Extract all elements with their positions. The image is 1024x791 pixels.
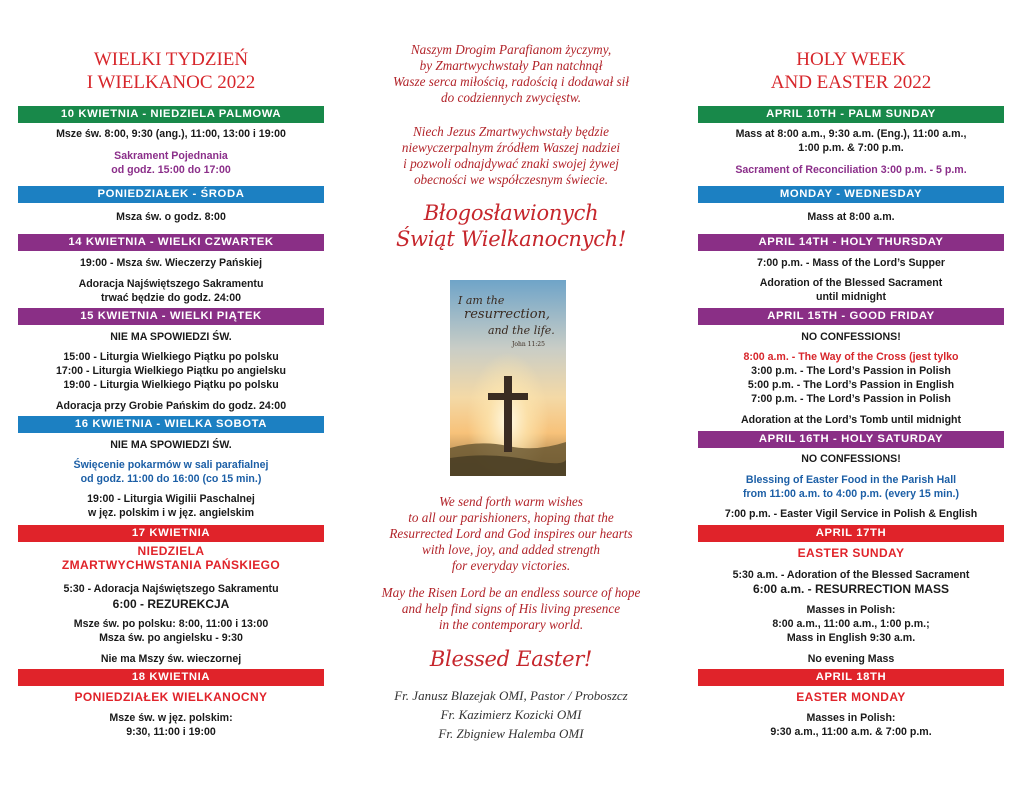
vigil-text: 7:00 p.m. - Easter Vigil Service in Polish & English — [724, 508, 978, 520]
line: Świąt Wielkanocnych! — [395, 227, 627, 251]
line: Błogosławionych — [423, 201, 599, 225]
line: Msza św. po angielsku - 9:30 — [99, 632, 243, 644]
easter-monday-heading: EASTER MONDAY — [796, 690, 906, 704]
adoration-text: 5:30 - Adoracja Najświętszego Sakramentu — [63, 583, 279, 595]
english-wish-1 — [336, 494, 686, 574]
polish-easter-greeting — [336, 200, 686, 252]
line: 19:00 - Liturgia Wigilii Paschalnej — [87, 493, 255, 505]
easter-monday-heading: PONIEDZIAŁEK WIELKANOCNY — [74, 690, 268, 704]
adoration-text — [698, 276, 1004, 304]
line: until midnight — [815, 291, 887, 303]
section-bar-easter-monday: 18 KWIETNIA — [18, 669, 324, 686]
line: 9:30 a.m., 11:00 a.m. & 7:00 p.m. — [770, 726, 932, 738]
greeting-column — [336, 0, 686, 791]
line: 9:30, 11:00 i 19:00 — [126, 726, 216, 738]
line: Adoracja Najświętszego Sakramentu — [78, 278, 264, 290]
masses-text — [698, 711, 1004, 739]
line: 1:00 p.m. & 7:00 p.m. — [798, 142, 904, 154]
line: Msze św. po polsku: 8:00, 11:00 i 13:00 — [73, 618, 269, 630]
line: 19:00 - Liturgia Wielkiego Piątku po polsku — [63, 379, 279, 391]
line: Sakrament Pojednania — [114, 150, 228, 162]
vigil-text — [18, 492, 324, 520]
title-line: AND EASTER 2022 — [770, 72, 932, 93]
line: and help find signs of His living presence — [401, 601, 621, 616]
polish-wish-1 — [336, 42, 686, 106]
no-evening-mass-text: Nie ma Mszy św. wieczornej — [100, 653, 242, 665]
signature-line: Fr. Zbigniew Halemba OMI — [438, 726, 584, 741]
signature-line: Fr. Kazimierz Kozicki OMI — [440, 707, 582, 722]
line: Msze św. w jęz. polskim: — [109, 712, 233, 724]
line: 3:00 p.m. - The Lord’s Passion in Polish — [751, 365, 951, 377]
easter-sunday-heading — [18, 544, 324, 572]
tomb-text: Adoracja przy Grobie Pańskim do godz. 24:00 — [55, 400, 287, 412]
reconciliation-text — [18, 149, 324, 177]
line: ZMARTWYCHWSTANIA PAŃSKIEGO — [61, 558, 281, 572]
line: trwać będzie do godz. 24:00 — [100, 292, 242, 304]
resurrection-cross-image — [450, 280, 566, 476]
section-bar-holy-saturday: 16 KWIETNIA - WIELKA SOBOTA — [18, 416, 324, 433]
supper-text: 19:00 - Msza św. Wieczerzy Pańskiej — [79, 257, 263, 269]
section-bar-easter-monday: APRIL 18TH — [698, 669, 1004, 686]
line: od godz. 15:00 do 17:00 — [111, 164, 231, 176]
signature-line: Fr. Janusz Blazejak OMI, Pastor / Proboszcz — [394, 688, 628, 703]
supper-text: 7:00 p.m. - Mass of the Lord’s Supper — [757, 257, 945, 269]
line: do codziennych zwycięstw. — [440, 90, 582, 105]
english-wish-2 — [336, 585, 686, 633]
line: from 11:00 a.m. to 4:00 p.m. (every 15 min.) — [742, 488, 960, 500]
line: Resurrected Lord and God inspires our hearts — [389, 526, 633, 541]
line: od godz. 11:00 do 16:00 (co 15 min.) — [80, 473, 262, 485]
section-bar-mon-wed: PONIEDZIAŁEK - ŚRODA — [18, 186, 324, 203]
section-bar-easter-sunday: 17 KWIETNIA — [18, 525, 324, 542]
section-bar-palm-sunday: 10 KWIETNIA - NIEDZIELA PALMOWA — [18, 106, 324, 123]
line: Święcenie pokarmów w sali parafialnej — [73, 459, 269, 471]
polish-title — [18, 48, 324, 94]
line: Mass in English 9:30 a.m. — [786, 632, 916, 644]
line: Masses in Polish: — [806, 712, 896, 724]
liturgy-list — [18, 350, 324, 392]
mass-text: Mass at 8:00 a.m. — [807, 211, 895, 223]
no-evening-mass-text: No evening Mass — [807, 653, 895, 665]
passion-list — [698, 364, 1004, 406]
no-confession-text: NO CONFESSIONS! — [801, 331, 901, 343]
line: May the Risen Lord be an endless source of hope — [381, 585, 641, 600]
section-bar-easter-sunday: APRIL 17TH — [698, 525, 1004, 542]
line: with love, joy, and added strength — [422, 542, 600, 557]
section-bar-holy-saturday: APRIL 16TH - HOLY SATURDAY — [698, 431, 1004, 448]
title-line: HOLY WEEK — [796, 49, 906, 70]
signatures — [336, 686, 686, 743]
line: NIEDZIELA — [137, 544, 205, 558]
line: We send forth warm wishes — [439, 494, 583, 509]
way-of-cross-text: 8:00 a.m. - The Way of the Cross (jest tylko — [743, 351, 959, 363]
poster-quote-line: resurrection, — [464, 307, 551, 322]
masses-text — [18, 711, 324, 739]
poster-quote-line: I am the — [458, 294, 505, 307]
easter-sunday-heading: EASTER SUNDAY — [797, 546, 905, 560]
no-confession-text: NO CONFESSIONS! — [801, 453, 901, 465]
line: Masses in Polish: — [806, 604, 896, 616]
line: by Zmartwychwstały Pan natchnął — [419, 58, 603, 73]
section-bar-palm-sunday: APRIL 10TH - PALM SUNDAY — [698, 106, 1004, 123]
line: w jęz. polskim i w jęz. angielskim — [87, 507, 255, 519]
line: obecności we współczesnym świecie. — [413, 172, 609, 187]
section-bar-holy-thursday: APRIL 14TH - HOLY THURSDAY — [698, 234, 1004, 251]
reconciliation-text: Sacrament of Reconciliation 3:00 p.m. - 5 p.m. — [735, 164, 967, 176]
line: niewyczerpalnym źródłem Waszej nadziei — [401, 140, 621, 155]
mass-text: Msza św. o godz. 8:00 — [116, 211, 226, 223]
poster-quote-line: and the life. — [488, 324, 555, 337]
adoration-text — [18, 277, 324, 305]
english-easter-greeting: Blessed Easter! — [429, 647, 593, 671]
line: Wasze serca miłością, radością i dodawał sił — [392, 74, 630, 89]
masses-text — [698, 603, 1004, 645]
masses-text — [698, 127, 1004, 155]
section-bar-good-friday: APRIL 15TH - GOOD FRIDAY — [698, 308, 1004, 325]
poster-verse: John 11:25 — [512, 341, 545, 348]
no-confession-text: NIE MA SPOWIEDZI ŚW. — [110, 331, 232, 343]
tomb-text: Adoration at the Lord’s Tomb until midnight — [740, 414, 962, 426]
title-line: WIELKI TYDZIEŃ — [93, 49, 249, 70]
polish-column — [18, 0, 324, 791]
english-title — [698, 48, 1004, 94]
adoration-text: 5:30 a.m. - Adoration of the Blessed Sacrament — [732, 569, 970, 581]
line: 17:00 - Liturgia Wielkiego Piątku po angielsku — [55, 365, 287, 377]
line: Blessing of Easter Food in the Parish Hall — [745, 474, 957, 486]
english-column — [698, 0, 1004, 791]
line: 7:00 p.m. - The Lord’s Passion in Polish — [751, 393, 951, 405]
masses-text — [18, 617, 324, 645]
section-bar-mon-wed: MONDAY - WEDNESDAY — [698, 186, 1004, 203]
rezurekcja-text: 6:00 - REZUREKCJA — [112, 597, 230, 611]
section-bar-good-friday: 15 KWIETNIA - WIELKI PIĄTEK — [18, 308, 324, 325]
polish-wish-2 — [336, 124, 686, 188]
line: for everyday victories. — [451, 558, 571, 573]
title-line: I WIELKANOC 2022 — [86, 72, 256, 93]
line: Naszym Drogim Parafianom życzymy, — [410, 42, 612, 57]
line: 15:00 - Liturgia Wielkiego Piątku po polsku — [63, 351, 279, 363]
line: 8:00 a.m., 11:00 a.m., 1:00 p.m.; — [772, 618, 930, 630]
line: Mass at 8:00 a.m., 9:30 a.m. (Eng.), 11:00 a.m., — [735, 128, 967, 140]
no-confession-text: NIE MA SPOWIEDZI ŚW. — [110, 439, 232, 451]
food-blessing-text — [18, 458, 324, 486]
line: in the contemporary world. — [438, 617, 584, 632]
line: Adoration of the Blessed Sacrament — [759, 277, 943, 289]
masses-text: Msze św. 8:00, 9:30 (ang.), 11:00, 13:00 i 19:00 — [56, 128, 286, 140]
line: i pozwoli odnajdywać znaki swojej żywej — [403, 156, 619, 171]
resurrection-mass-text: 6:00 a.m. - RESURRECTION MASS — [752, 582, 950, 596]
food-blessing-text — [698, 473, 1004, 501]
section-bar-holy-thursday: 14 KWIETNIA - WIELKI CZWARTEK — [18, 234, 324, 251]
line: Niech Jezus Zmartwychwstały będzie — [413, 124, 609, 139]
line: 5:00 p.m. - The Lord’s Passion in English — [747, 379, 955, 391]
line: to all our parishioners, hoping that the — [408, 510, 614, 525]
